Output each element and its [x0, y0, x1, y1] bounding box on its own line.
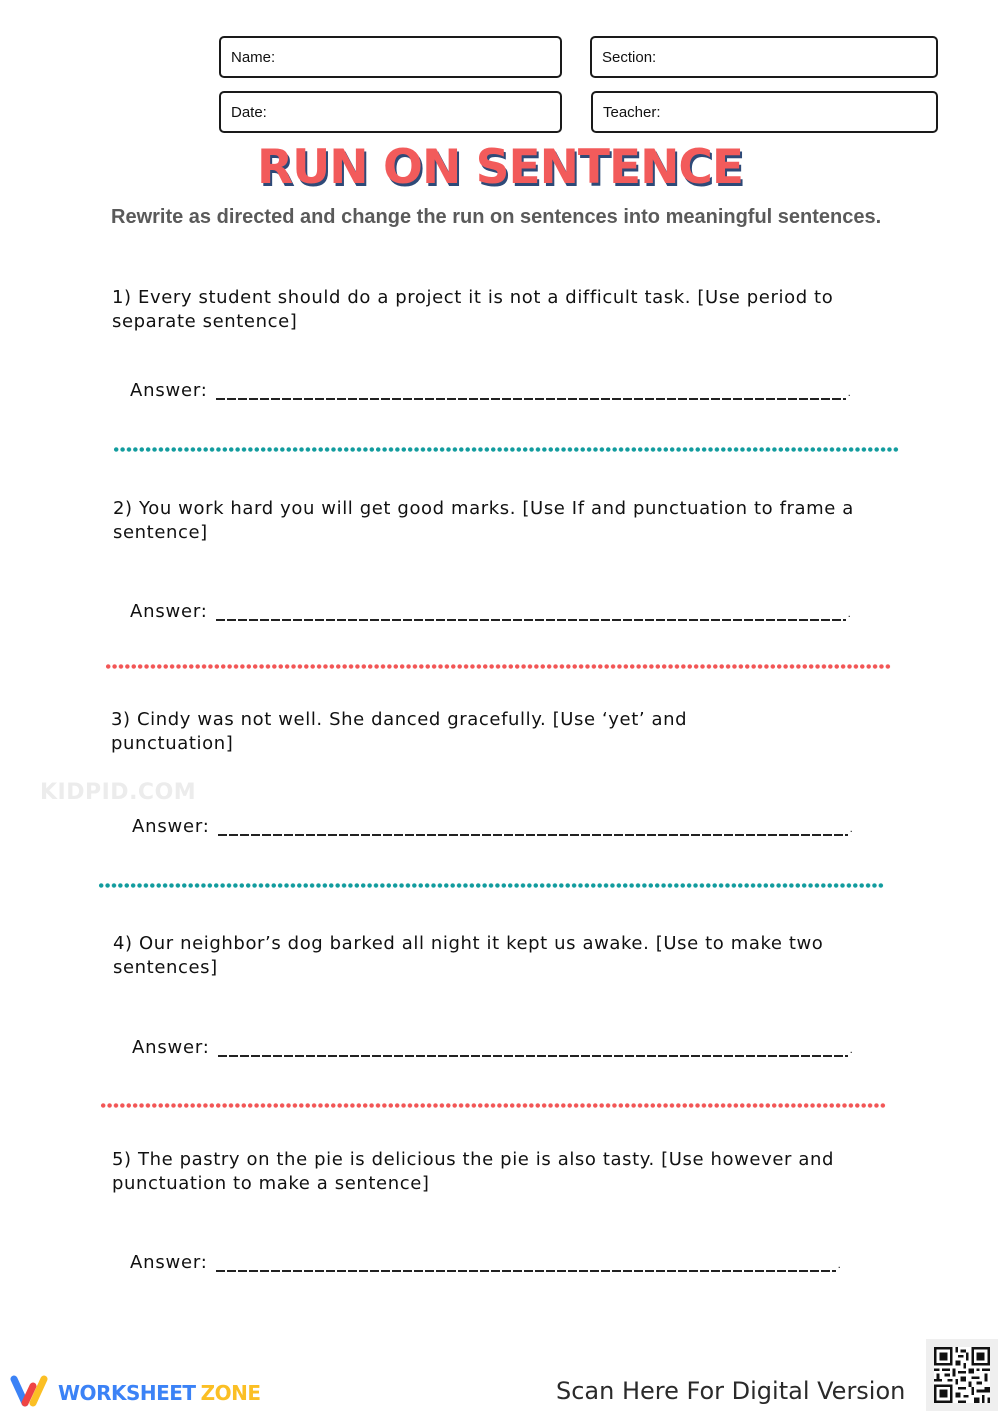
date-field[interactable]: [219, 91, 562, 133]
answer-5[interactable]: [130, 1252, 842, 1273]
logo-word-worksheet: WORKSHEET: [58, 1381, 196, 1405]
answer-3[interactable]: [132, 816, 854, 837]
question-4: 4) Our neighbor’s dog barked all night it kept us awake. [Use to make two sentences]: [113, 933, 824, 978]
answer-period: .: [849, 1045, 854, 1056]
teacher-field[interactable]: [591, 91, 938, 133]
answer-label: Answer:: [130, 380, 208, 401]
answer-period: .: [847, 609, 852, 620]
answer-blank-line[interactable]: [218, 1055, 848, 1057]
answer-blank-line[interactable]: [218, 834, 848, 836]
answer-4[interactable]: [132, 1037, 854, 1058]
logo-text: [58, 1381, 260, 1405]
watermark: KIDPID.COM: [40, 780, 197, 805]
logo-word-zone: ZONE: [200, 1381, 261, 1405]
answer-blank-line[interactable]: [216, 1270, 836, 1272]
answer-blank-line[interactable]: [216, 619, 846, 621]
divider-coral: [100, 1103, 887, 1108]
question-5: 5) The pastry on the pie is delicious the pie is also tasty. [Use however and punctuation to make a sentence]: [112, 1149, 834, 1194]
instructions: Rewrite as directed and change the run on sentences into meaningful sentences.: [111, 206, 882, 228]
section-field[interactable]: [590, 36, 938, 78]
divider-teal: [113, 447, 900, 452]
answer-2[interactable]: [130, 601, 852, 622]
divider-coral: [105, 664, 892, 669]
teacher-label: Teacher:: [603, 103, 661, 121]
scan-caption: Scan Here For Digital Version: [556, 1377, 906, 1405]
divider-teal: [98, 883, 885, 888]
answer-period: .: [847, 388, 852, 399]
date-label: Date:: [231, 103, 267, 121]
worksheetzone-logo[interactable]: [8, 1374, 260, 1412]
question-3: 3) Cindy was not well. She danced gracefully. [Use ‘yet’ and punctuation]: [111, 709, 688, 754]
answer-label: Answer:: [130, 601, 208, 622]
name-label: Name:: [231, 48, 276, 66]
answer-label: Answer:: [130, 1252, 208, 1273]
name-field[interactable]: [219, 36, 562, 78]
question-1: 1) Every student should do a project it is not a difficult task. [Use period to separate sentence]: [112, 287, 834, 332]
answer-1[interactable]: [130, 380, 852, 401]
answer-label: Answer:: [132, 1037, 210, 1058]
qr-code-icon[interactable]: [926, 1339, 998, 1411]
page-title: RUN ON SENTENCE: [256, 140, 744, 195]
answer-period: .: [849, 824, 854, 835]
section-label: Section:: [602, 48, 657, 66]
answer-label: Answer:: [132, 816, 210, 837]
answer-blank-line[interactable]: [216, 398, 846, 400]
question-2: 2) You work hard you will get good marks. [Use If and punctuation to frame a sentence]: [113, 498, 854, 543]
answer-period: .: [837, 1260, 842, 1271]
worksheetzone-w-icon: [8, 1374, 50, 1412]
